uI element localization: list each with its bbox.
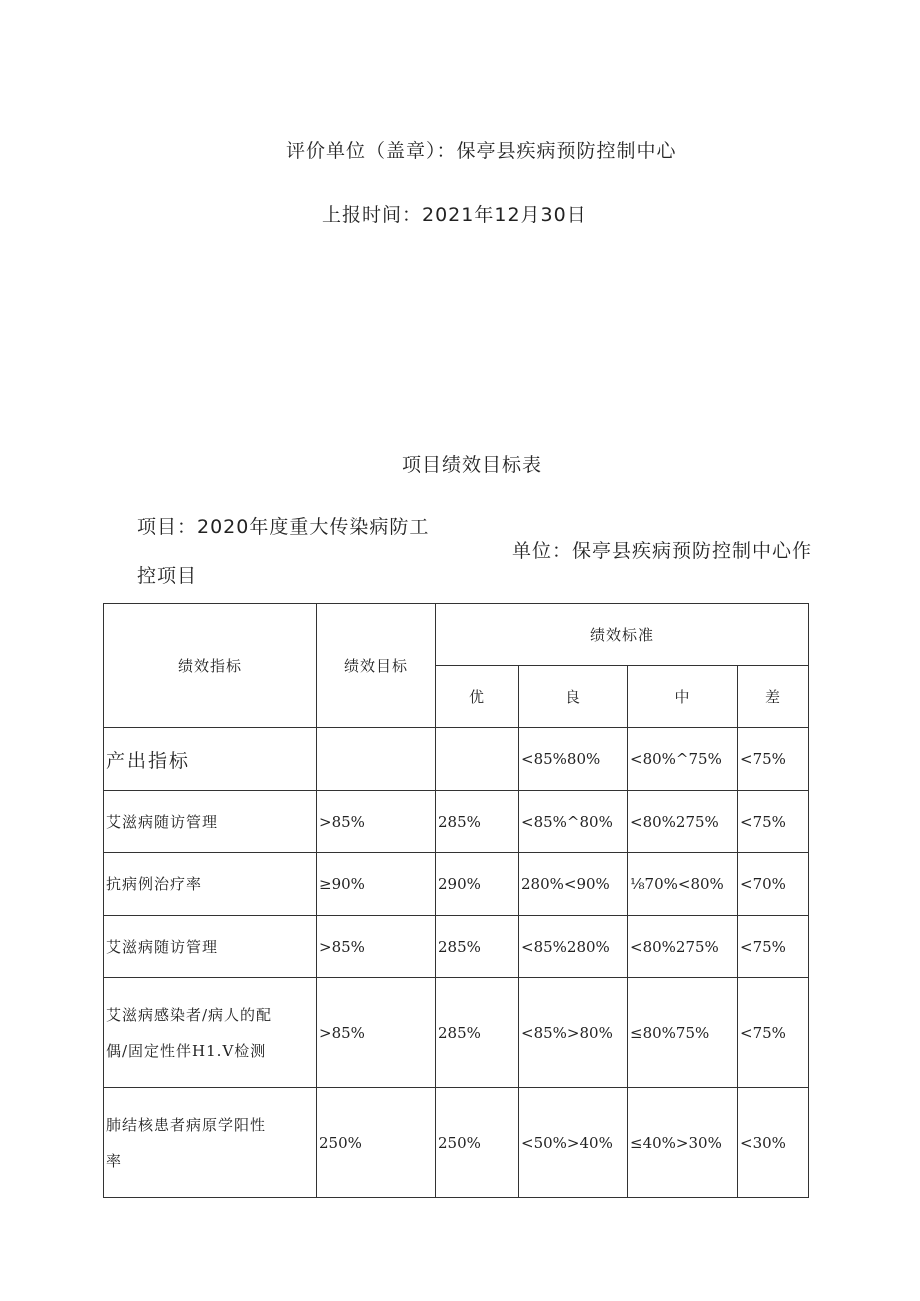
table-row	[104, 791, 809, 853]
row-target	[317, 728, 436, 791]
row-good: <85%80%	[519, 728, 628, 791]
row-indicator	[104, 1088, 317, 1198]
table-row	[104, 1088, 809, 1198]
row-medium: ⅛70%<80%	[628, 853, 738, 916]
header-grade-excellent: 优	[436, 666, 519, 728]
header-grade-good: 良	[519, 666, 628, 728]
row-indicator: 产出指标	[104, 728, 317, 791]
header-row-1	[104, 604, 809, 666]
row-medium: <80%^75%	[628, 728, 738, 791]
project-name-line1: 项目：2020年度重大传染病防工	[137, 516, 430, 538]
row-medium: ≤40%>30%	[628, 1088, 738, 1198]
table-row	[104, 728, 809, 791]
row-poor: <70%	[738, 853, 809, 916]
row-excellent: 285%	[436, 978, 519, 1088]
row-target: >85%	[317, 978, 436, 1088]
table-row	[104, 916, 809, 978]
header-standard: 绩效标准	[436, 604, 809, 666]
row-poor: <30%	[738, 1088, 809, 1198]
row-poor: <75%	[738, 791, 809, 853]
row-poor: <75%	[738, 978, 809, 1088]
row-poor: <75%	[738, 728, 809, 791]
table-row	[104, 978, 809, 1088]
row-excellent: 290%	[436, 853, 519, 916]
row-target: ≥90%	[317, 853, 436, 916]
row-target: >85%	[317, 791, 436, 853]
row-indicator: 抗病例治疗率	[104, 853, 317, 916]
row-indicator-line2: 率	[106, 1151, 123, 1170]
row-good: <85%>80%	[519, 978, 628, 1088]
row-indicator-line1: 肺结核患者病原学阳性	[106, 1115, 267, 1134]
header-grade-poor: 差	[738, 666, 809, 728]
row-medium: ≤80%75%	[628, 978, 738, 1088]
table-title: 项目绩效目标表	[402, 454, 543, 476]
header-grade-medium: 中	[628, 666, 738, 728]
row-target: 250%	[317, 1088, 436, 1198]
row-indicator-line2: 偶/固定性伴H1.V检测	[106, 1041, 267, 1060]
row-target: >85%	[317, 916, 436, 978]
row-medium: <80%275%	[628, 916, 738, 978]
row-indicator-line1: 艾滋病感染者/病人的配	[106, 1005, 273, 1024]
row-excellent: 285%	[436, 916, 519, 978]
row-excellent: 250%	[436, 1088, 519, 1198]
performance-table	[103, 603, 809, 1198]
project-unit: 单位：保亭县疾病预防控制中心作	[512, 540, 813, 562]
row-excellent: 285%	[436, 791, 519, 853]
row-excellent	[436, 728, 519, 791]
table-row	[104, 853, 809, 916]
row-indicator	[104, 978, 317, 1088]
header-indicator: 绩效指标	[104, 604, 317, 728]
project-name-line2: 控项目	[137, 565, 198, 587]
row-poor: <75%	[738, 916, 809, 978]
row-good: 280%<90%	[519, 853, 628, 916]
row-indicator: 艾滋病随访管理	[104, 791, 317, 853]
row-good: <85%280%	[519, 916, 628, 978]
header-target: 绩效目标	[317, 604, 436, 728]
report-date: 上报时间：2021年12月30日	[322, 204, 587, 226]
evaluation-unit: 评价单位（盖章）：保亭县疾病预防控制中心	[286, 140, 677, 162]
row-good: <85%^80%	[519, 791, 628, 853]
row-good: <50%>40%	[519, 1088, 628, 1198]
row-medium: <80%275%	[628, 791, 738, 853]
row-indicator: 艾滋病随访管理	[104, 916, 317, 978]
